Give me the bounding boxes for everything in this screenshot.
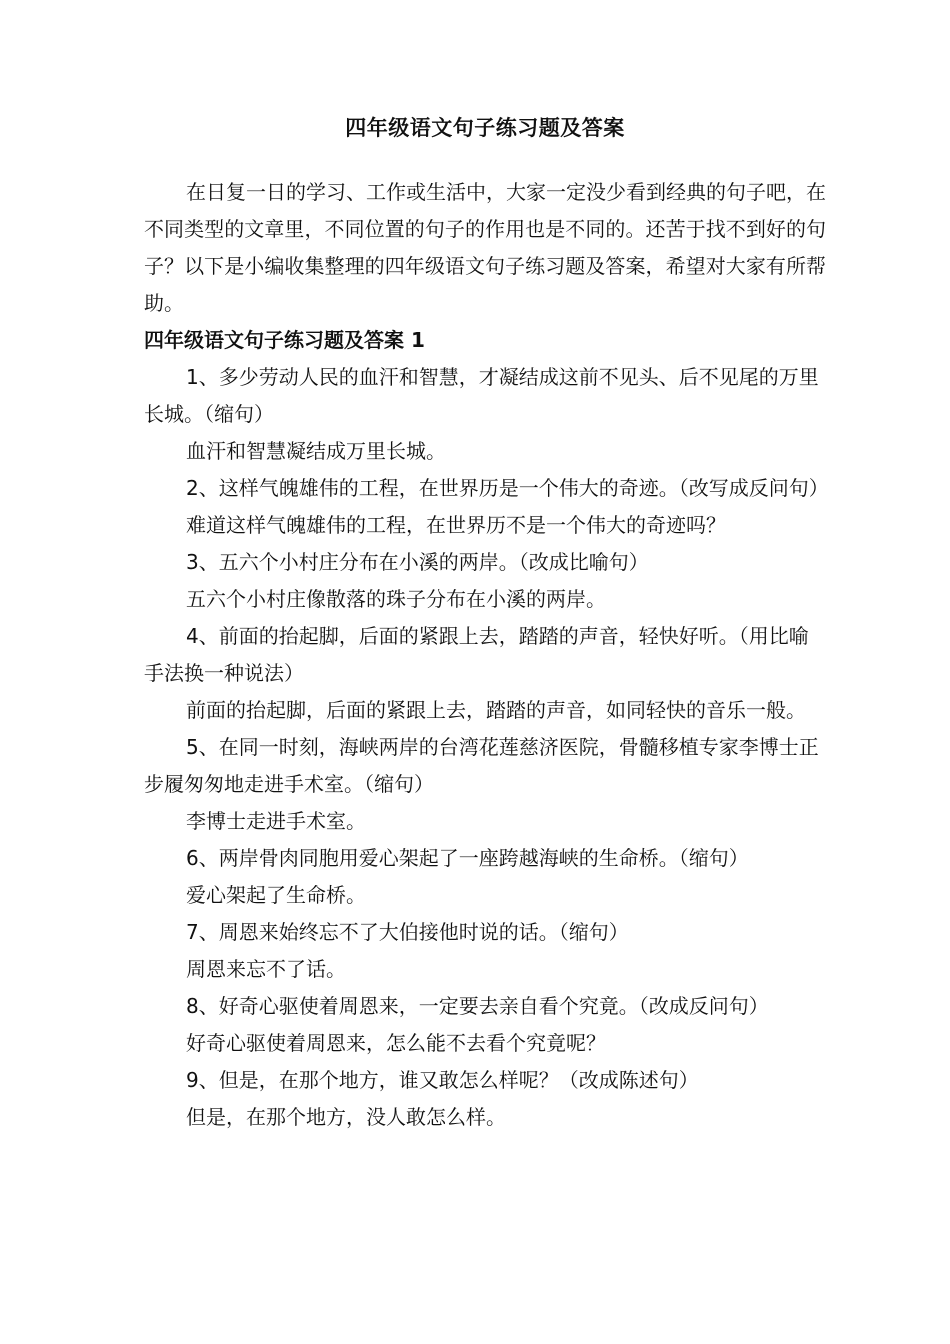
answer-9: 但是，在那个地方，没人敢怎么样。 [186,1105,506,1129]
question-6: 6、两岸骨肉同胞用爱心架起了一座跨越海峡的生命桥。（缩句） [186,846,749,870]
question-7: 7、周恩来始终忘不了大伯接他时说的话。（缩句） [186,920,629,944]
answer-6: 爱心架起了生命桥。 [186,883,366,907]
answer-4: 前面的抬起脚，后面的紧跟上去，踏踏的声音，如同轻快的音乐一般。 [186,698,806,722]
question-9: 9、但是，在那个地方，谁又敢怎么样呢？（改成陈述句） [186,1068,699,1092]
exercise-list [144,359,829,1136]
answer-1: 血汗和智慧凝结成万里长城。 [186,439,446,463]
answer-3: 五六个小村庄像散落的珠子分布在小溪的两岸。 [186,587,606,611]
question-2: 2、这样气魄雄伟的工程，在世界历是一个伟大的奇迹。（改写成反问句） [186,476,829,500]
question-1: 1、多少劳动人民的血汗和智慧，才凝结成这前不见头、后不见尾的万里长城。（缩句） [144,365,819,426]
question-4: 4、前面的抬起脚，后面的紧跟上去，踏踏的声音，轻快好听。（用比喻手法换一种说法） [144,624,809,685]
answer-2: 难道这样气魄雄伟的工程，在世界历不是一个伟大的奇迹吗？ [186,513,726,537]
answer-5: 李博士走进手术室。 [186,809,366,833]
document-title: 四年级语文句子练习题及答案 [345,116,625,140]
section-heading: 四年级语文句子练习题及答案 1 [144,328,425,352]
question-3: 3、五六个小村庄分布在小溪的两岸。（改成比喻句） [186,550,649,574]
question-5: 5、在同一时刻，海峡两岸的台湾花莲慈济医院，骨髓移植专家李博士正步履匆匆地走进手术室。（缩句） [144,735,819,796]
intro-paragraph: 在日复一日的学习、工作或生活中，大家一定没少看到经典的句子吧，在不同类型的文章里，不同位置的句子的作用也是不同的。还苦于找不到好的句子？以下是小编收集整理的四年级语文句子练习题及答案，希望对大家有所帮助。 [144,180,826,315]
answer-7: 周恩来忘不了话。 [186,957,346,981]
question-8: 8、好奇心驱使着周恩来，一定要去亲自看个究竟。（改成反问句） [186,994,769,1018]
answer-8: 好奇心驱使着周恩来，怎么能不去看个究竟呢？ [186,1031,606,1055]
